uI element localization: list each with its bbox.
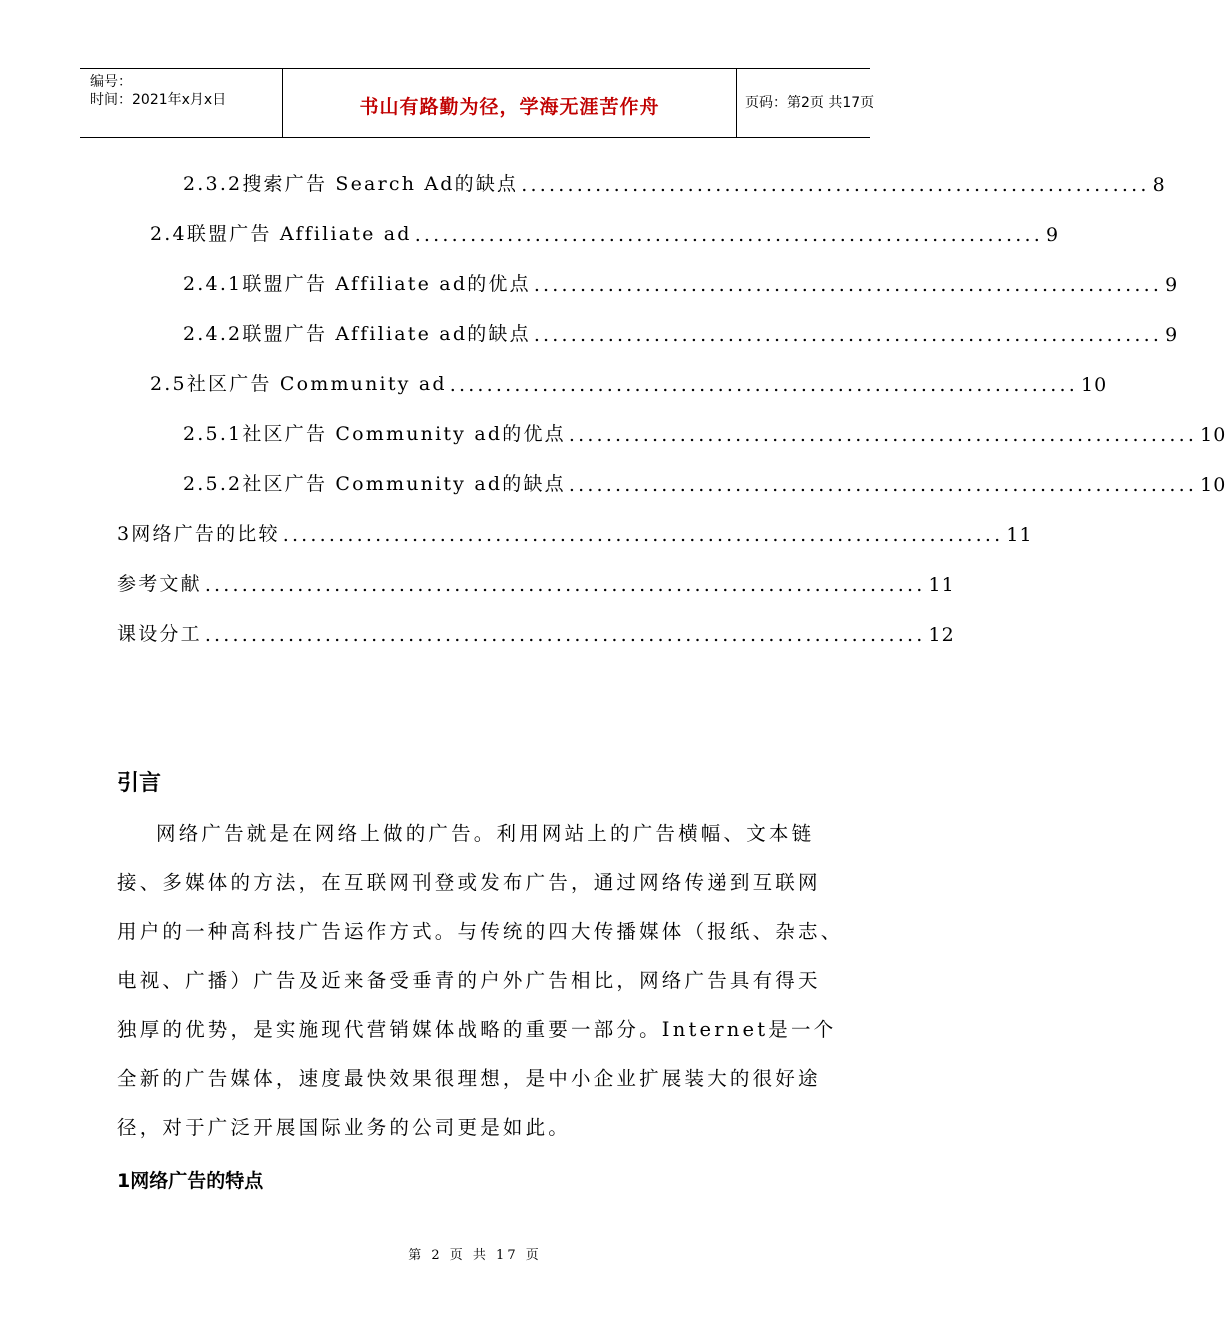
toc-entry-title: 2.4.2联盟广告 Affiliate ad的缺点: [183, 323, 531, 345]
toc-entry-page: 8: [1152, 174, 1166, 196]
toc-entry[interactable]: [117, 620, 955, 646]
toc-entry-title: 2.3.2搜索广告 Search Ad的缺点: [183, 173, 519, 195]
toc-entry[interactable]: [150, 370, 1108, 396]
toc-entry-title: 课设分工: [117, 623, 202, 645]
section-heading: 1网络广告的特点: [117, 1170, 264, 1192]
toc-entry-title: 参考文献: [117, 573, 202, 595]
toc-entry[interactable]: [183, 170, 1166, 196]
toc-leader-dots: ....................................................................: [568, 474, 1198, 496]
toc-entry[interactable]: [150, 220, 1060, 246]
toc-leader-dots: ....................................................................: [533, 274, 1163, 296]
header-motto-cell: [282, 69, 737, 137]
paragraph-line: 电视、广播）广告及近来备受垂青的户外广告相比，网络广告具有得天: [117, 969, 821, 992]
toc-entry-title: 2.5.1社区广告 Community ad的优点: [183, 423, 566, 445]
toc-entry[interactable]: [183, 470, 1226, 496]
toc-entry[interactable]: [183, 320, 1179, 346]
toc-entry[interactable]: [183, 420, 1226, 446]
toc-leader-dots: ....................................................................: [521, 174, 1150, 196]
paragraph-line: 全新的广告媒体，速度最快效果很理想，是中小企业扩展装大的很好途: [117, 1067, 821, 1090]
toc-entry[interactable]: [117, 570, 955, 596]
toc-entry[interactable]: [117, 520, 1033, 546]
toc-leader-dots: ..............................................................................: [282, 524, 1004, 546]
toc-entry[interactable]: [183, 270, 1179, 296]
paragraph-line: 接、多媒体的方法，在互联网刊登或发布广告，通过网络传递到互联网: [117, 871, 821, 894]
toc-entry-title: 3网络广告的比较: [117, 523, 280, 545]
toc-entry-title: 2.5.2社区广告 Community ad的缺点: [183, 473, 566, 495]
intro-heading: 引言: [117, 771, 162, 796]
toc-entry-page: 9: [1165, 274, 1179, 296]
page-footer: 第 2 页 共 17 页: [408, 1248, 542, 1263]
paragraph-line: 独厚的优势，是实施现代营销媒体战略的重要一部分。Internet是一个: [117, 1018, 837, 1041]
paragraph-line: 径，对于广泛开展国际业务的公司更是如此。: [117, 1116, 572, 1139]
page-info: 页码：第2页 共17页: [745, 95, 875, 111]
toc-entry-title: 2.5社区广告 Community ad: [150, 373, 447, 395]
toc-entry-page: 9: [1045, 224, 1060, 246]
toc-leader-dots: ....................................................................: [414, 224, 1043, 246]
time-label: 时间：2021年x月x日: [90, 92, 227, 108]
toc-entry-page: 9: [1165, 324, 1179, 346]
toc-leader-dots: ..............................................................................: [204, 624, 926, 646]
toc-entry-title: 2.4.1联盟广告 Affiliate ad的优点: [183, 273, 531, 295]
paragraph-line: 网络广告就是在网络上做的广告。利用网站上的广告横幅、文本链: [156, 822, 815, 845]
paragraph-line: 用户的一种高科技广告运作方式。与传统的四大传播媒体（报纸、杂志、: [117, 920, 844, 943]
toc-entry-page: 10: [1200, 474, 1226, 496]
toc-entry-page: 12: [928, 624, 955, 646]
toc-entry-page: 10: [1081, 374, 1108, 396]
number-label: 编号：: [90, 74, 132, 90]
header-page-cell: [736, 69, 875, 137]
toc-entry-page: 10: [1200, 424, 1226, 446]
motto-text: 书山有路勤为径，学海无涯苦作舟: [359, 96, 660, 118]
toc-leader-dots: ..............................................................................: [204, 574, 926, 596]
toc-leader-dots: ....................................................................: [533, 324, 1163, 346]
header-info-cell: [80, 69, 282, 137]
toc-entry-page: 11: [1006, 524, 1033, 546]
toc-entry-title: 2.4联盟广告 Affiliate ad: [150, 223, 412, 245]
page-header: [80, 68, 875, 138]
toc-entry-page: 11: [928, 574, 955, 596]
toc-leader-dots: ....................................................................: [449, 374, 1079, 396]
toc-leader-dots: ....................................................................: [568, 424, 1198, 446]
